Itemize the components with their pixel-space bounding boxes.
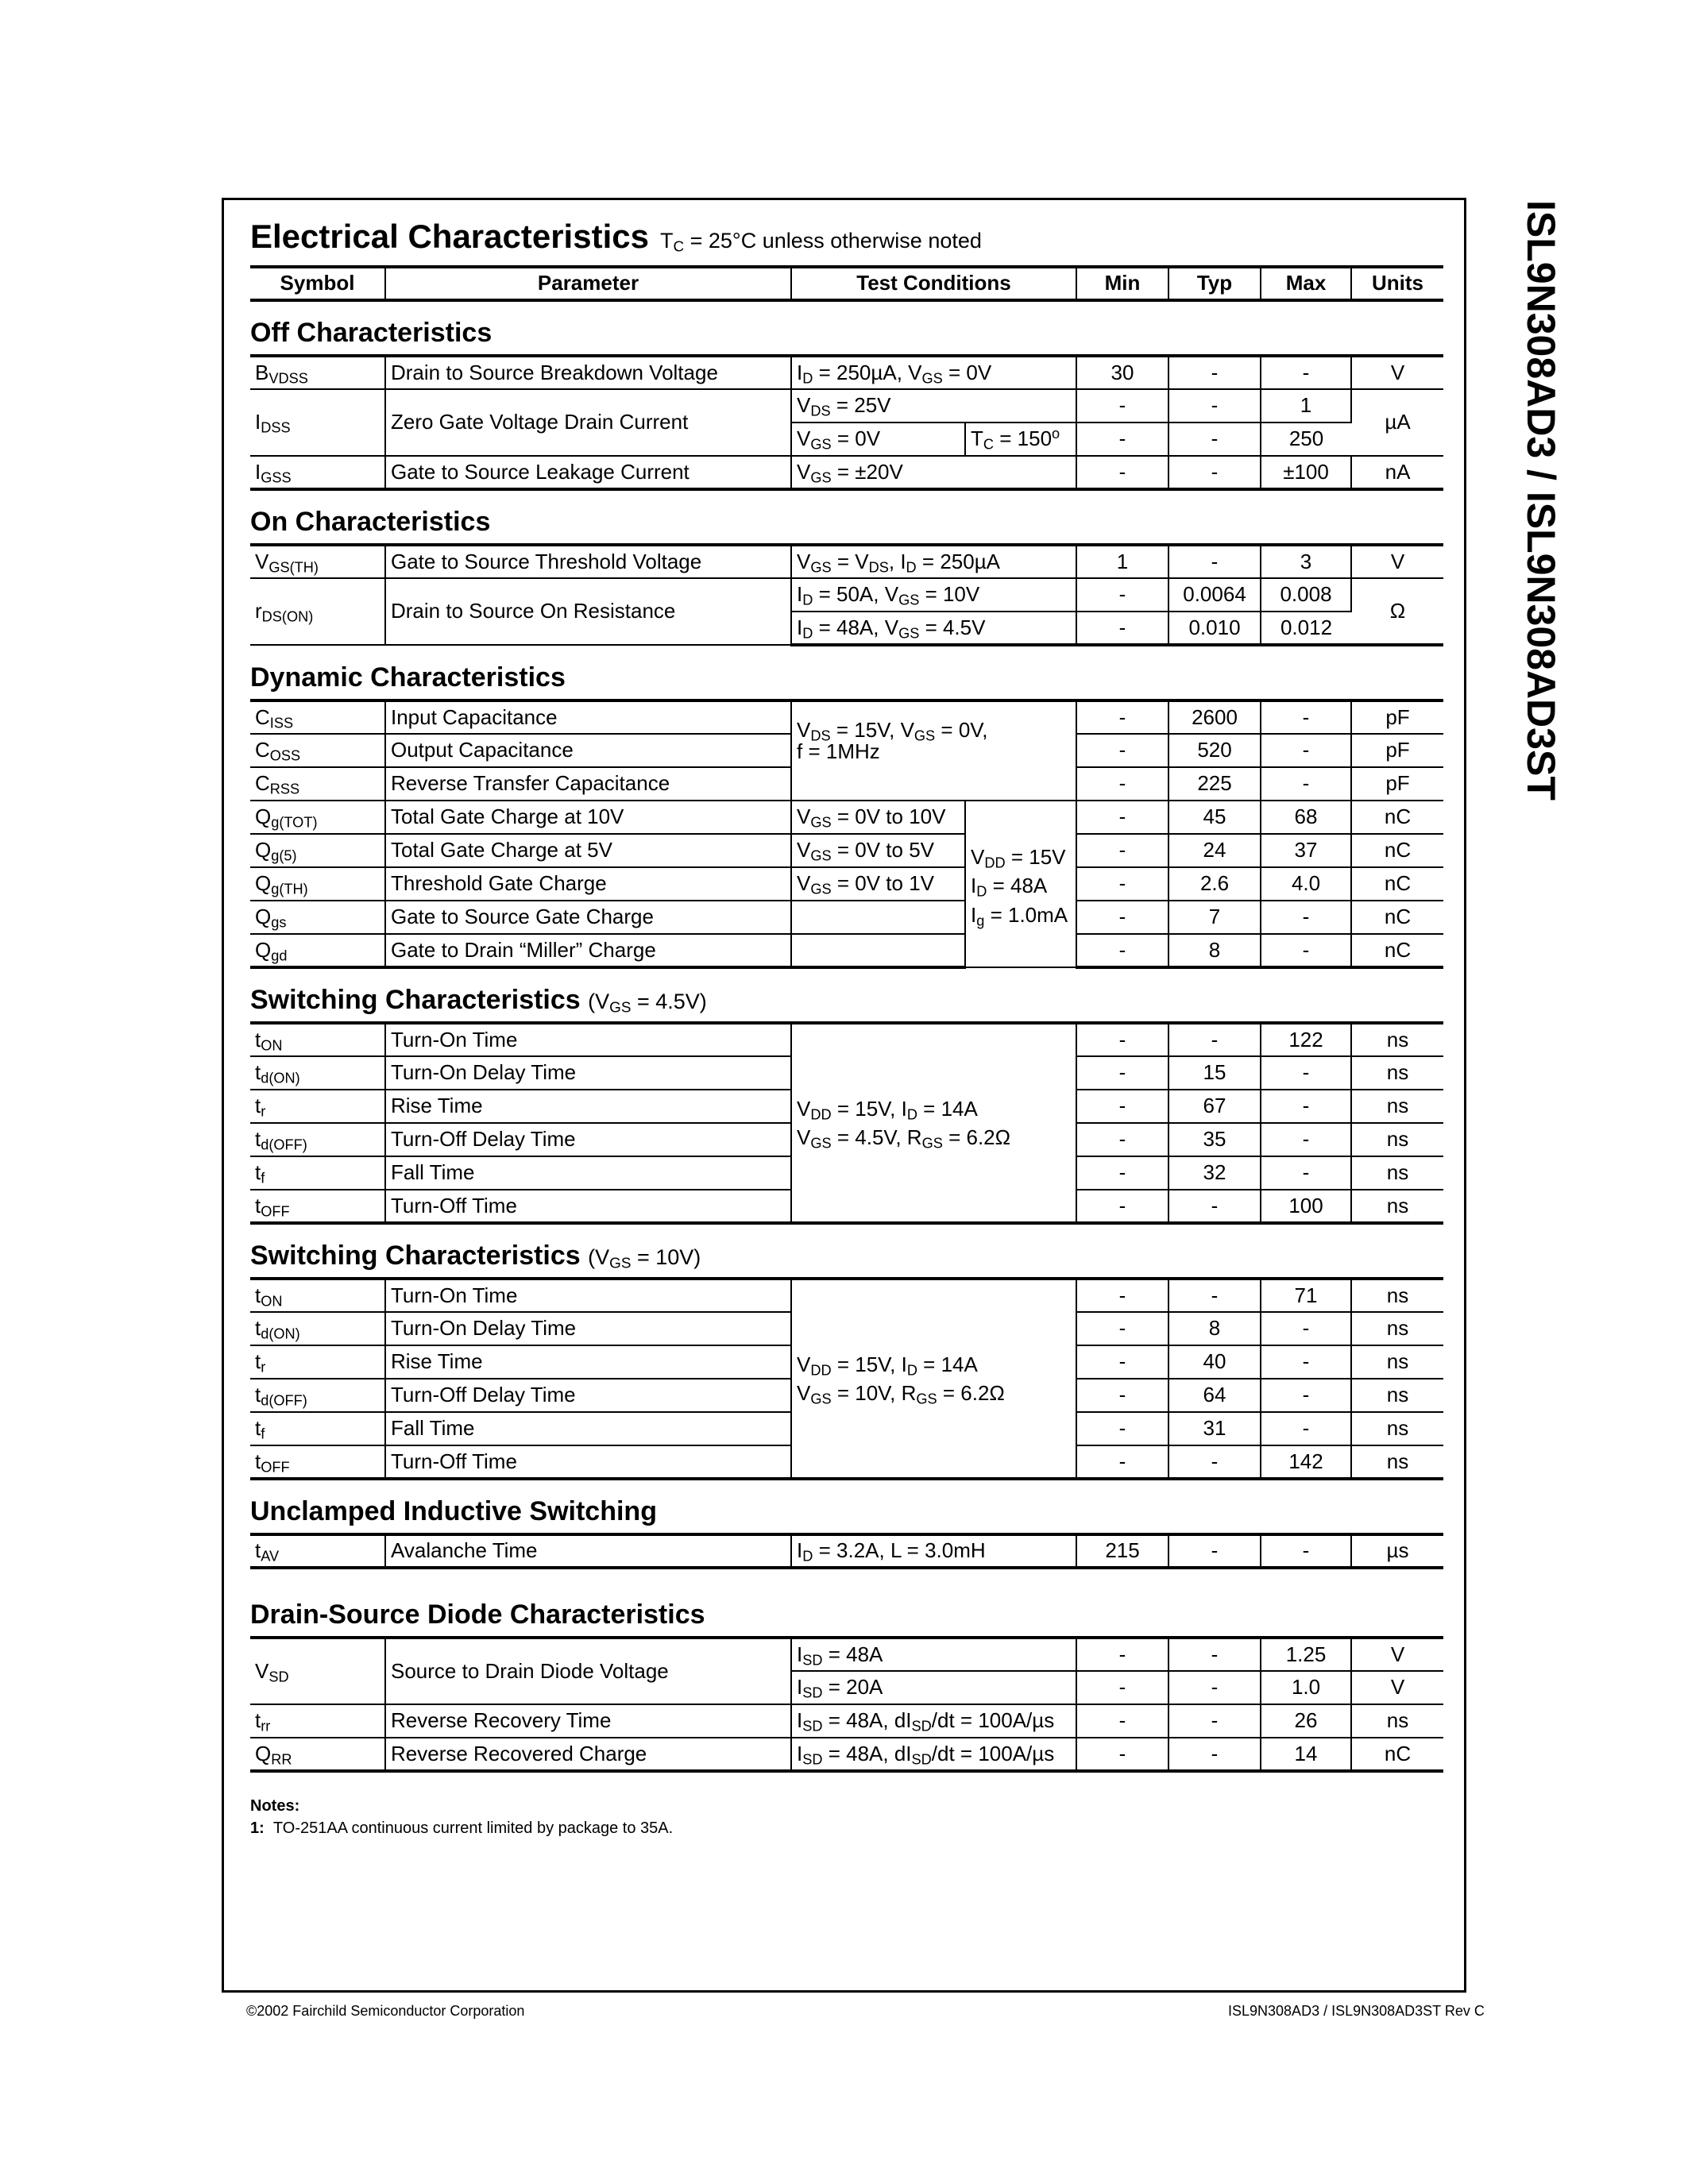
table-row: $C_{ISS}$ Input Capacitance $V_{DS} = 15V$, $V_{GS} = 0V$, f = 1MHz - 2600 - pF [250,700,1443,734]
table-row: $t_{ON}$ Turn-On Time $V_{DD} = 15V$, $I_D = 14A$ $V_{GS} = 10V$, $R_{GS} = 6.2\Omega$ - - 71 ns [250,1279,1443,1312]
section-off: Off Characteristics [250,318,492,349]
section-switching-10v: Switching Characteristics $(V_{GS} = 10V)$ [250,1241,701,1273]
table-row: $t_{d(ON)}$ Turn-On Delay Time - 15 - ns [250,1056,1443,1090]
table-row: $t_{rr}$ Reverse Recovery Time $I_{SD} = 48A$, $dI_{SD}/dt = 100A/\mu s$ - - 26 ns [250,1704,1443,1738]
section-dynamic: Dynamic Characteristics [250,662,566,693]
table-row: $t_{AV}$ Avalanche Time $I_D = 3.2A$, L = 3.0mH 215 - - µs [250,1534,1443,1568]
note-1: 1: TO-251AA continuous current limited by package to 35A. [250,1819,674,1837]
table-row: $t_{d(OFF)}$ Turn-Off Delay Time - 64 - ns [250,1379,1443,1412]
header-units: Units [1372,271,1424,295]
footer-part-rev: ISL9N308AD3 / ISL9N308AD3ST Rev C [1228,2003,1485,2019]
header-parameter: Parameter [385,267,791,300]
table-row: $C_{OSS}$ Output Capacitance - 520 - pF [250,734,1443,767]
title-condition: $T_C = 25^\circ C$ unless otherwise noted [659,229,982,256]
header-min: Min [1076,267,1168,300]
table-row: $B_{VDSS}$ Drain to Source Breakdown Voltage $I_D = 250\mu A$, $V_{GS} = 0V$ 30 - - V [250,356,1443,389]
table-row: $t_f$ Fall Time - 31 - ns [250,1412,1443,1445]
table-row: $t_{ON}$ Turn-On Time $V_{DD} = 15V$, $I_D = 14A$ $V_{GS} = 4.5V$, $R_{GS} = 6.2\Omega$ - - 122 ns [250,1023,1443,1056]
footer-copyright: ©2002 Fairchild Semiconductor Corporation [246,2003,525,2019]
section-on: On Characteristics [250,507,491,538]
notes-heading: Notes: [250,1797,300,1815]
side-part-number: ISL9N308AD3 / ISL9N308AD3ST [1519,200,1563,801]
content [250,218,1443,1839]
table-row: $Q_{RR}$ Reverse Recovered Charge $I_{SD} = 48A$, $dI_{SD}/dt = 100A/\mu s$ - - 14 nC [250,1738,1443,1771]
header-typ: Typ [1168,267,1261,300]
notes [250,1795,1443,1839]
title-text: Electrical Characteristics [250,218,649,255]
table-row: $t_f$ Fall Time - 32 - ns [250,1156,1443,1190]
page-title [250,218,1443,265]
characteristics-table [250,265,1443,1773]
table-row: $t_{OFF}$ Turn-Off Time - - 100 ns [250,1190,1443,1223]
table-row: $I_{DSS}$ Zero Gate Voltage Drain Current $V_{DS} = 25V$ - - 1 µA [250,389,1443,423]
table-row: $V_{GS(TH)}$ Gate to Source Threshold Voltage $V_{GS} = V_{DS}$, $I_D = 250\mu A$ 1 - 3 V [250,545,1443,578]
table-row: $t_r$ Rise Time - 67 - ns [250,1090,1443,1123]
table-row: $C_{RSS}$ Reverse Transfer Capacitance - 225 - pF [250,767,1443,801]
table-header-row [250,267,1443,300]
table-row: $I_{SD} = 20A$ - - 1.0 V [250,1671,1443,1704]
table-row: $Q_{gd}$ Gate to Drain “Miller” Charge - 8 - nC [250,934,1443,967]
table-row: $r_{DS(ON)}$ Drain to Source On Resistance $I_D = 50A$, $V_{GS} = 10V$ - 0.0064 0.008 Ω [250,578,1443,612]
table-row: $t_r$ Rise Time - 40 - ns [250,1345,1443,1379]
table-row: $Q_{g(TH)}$ Threshold Gate Charge $V_{GS} = 0V$ to 1V - 2.6 4.0 nC [250,867,1443,901]
header-test-conditions: Test Conditions [791,267,1076,300]
table-row: $Q_{g(TOT)}$ Total Gate Charge at 10V $V_{GS} = 0V$ to 10V $V_{DD} = 15V$ $I_D = 48A$ $I_g = 1.0mA$ - 45 68 nC [250,801,1443,834]
header-symbol: Symbol [250,267,385,300]
page-frame [222,198,1466,1993]
table-row: $V_{SD}$ Source to Drain Diode Voltage $I_{SD} = 48A$ - - 1.25 V [250,1638,1443,1671]
section-uis: Unclamped Inductive Switching [250,1496,657,1527]
section-diode: Drain-Source Diode Characteristics [250,1599,705,1630]
header-max: Max [1261,267,1351,300]
table-row: $t_{d(ON)}$ Turn-On Delay Time - 8 - ns [250,1312,1443,1345]
table-row: $Q_{gs}$ Gate to Source Gate Charge - 7 - nC [250,901,1443,934]
table-row: $Q_{g(5)}$ Total Gate Charge at 5V $V_{GS} = 0V$ to 5V - 24 37 nC [250,834,1443,867]
section-switching-4v5: Switching Characteristics $(V_{GS} = 4.5V)$ [250,985,707,1017]
table-row: $I_D = 48A$, $V_{GS} = 4.5V$ - 0.010 0.012 [250,612,1443,645]
table-row: $t_{OFF}$ Turn-Off Time - - 142 ns [250,1445,1443,1479]
table-row: $I_{GSS}$ Gate to Source Leakage Current $V_{GS} = \pm 20V$ - - ±100 nA [250,456,1443,489]
table-row: $t_{d(OFF)}$ Turn-Off Delay Time - 35 - ns [250,1123,1443,1156]
table-row: $V_{GS} = 0V$ $T_C = 150^o$ - - 250 [250,423,1443,456]
